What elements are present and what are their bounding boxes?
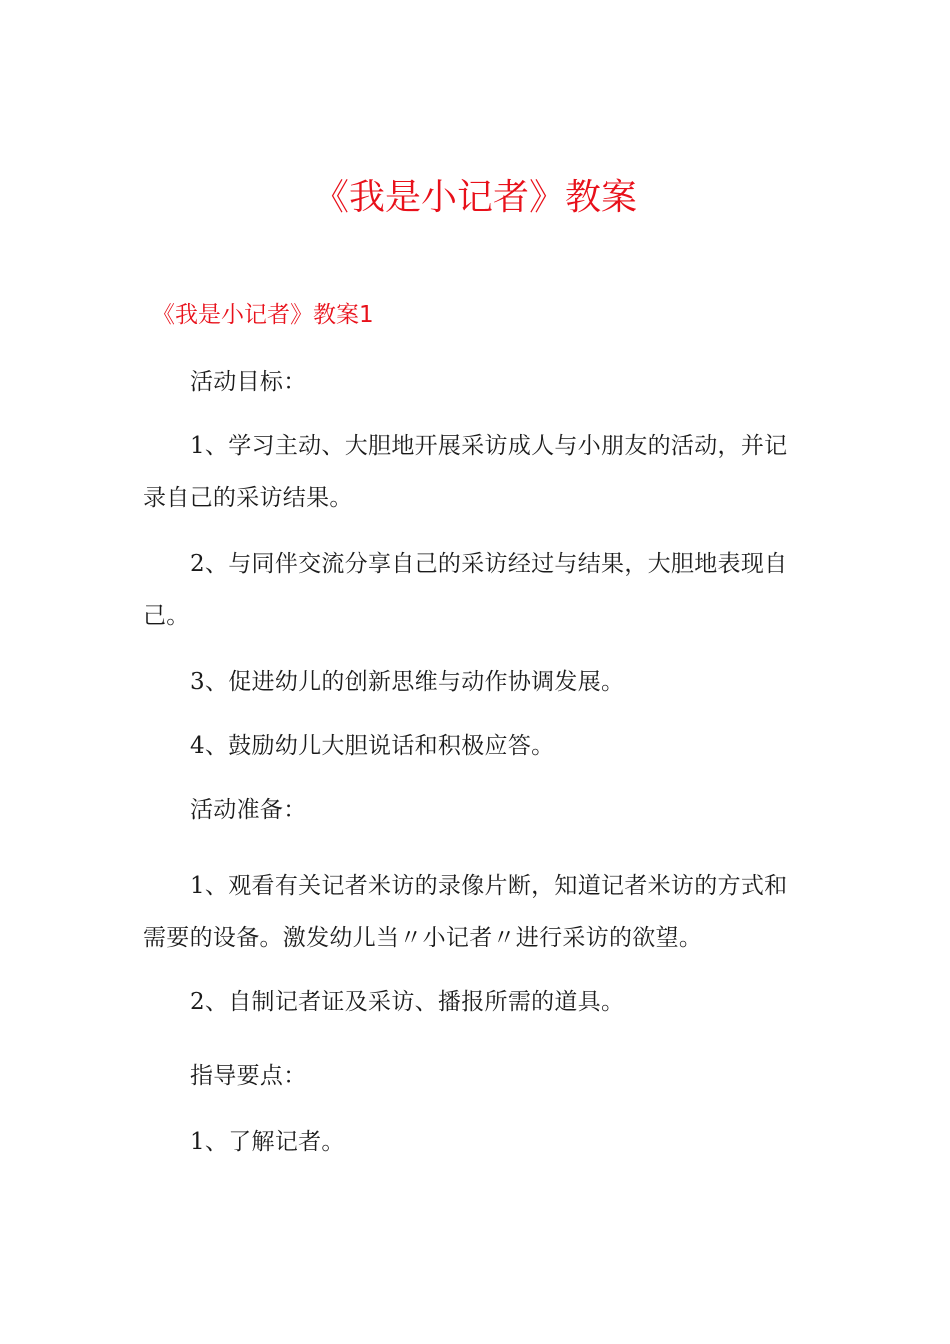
paragraph-guidance-label: 指导要点：: [190, 1063, 307, 1089]
paragraph-guidance-1: 1、了解记者。: [190, 1129, 345, 1155]
paragraph-goals-label: 活动目标：: [190, 369, 307, 395]
paragraph-goal-4: 4、鼓励幼儿大胆说话和积极应答。: [190, 733, 555, 759]
paragraph-goal-3: 3、促进幼儿的创新思维与动作协调发展。: [190, 669, 625, 695]
paragraph-prep-label: 活动准备：: [190, 797, 307, 823]
paragraph-goal-1: 1、学习主动、大胆地开展采访成人与小朋友的活动，并记录自己的采访结果。: [143, 433, 788, 511]
paragraph-prep-1: 1、观看有关记者米访的录像片断，知道记者米访的方式和需要的设备。激发幼儿当〃小记者〃进行采访的欲望。: [143, 873, 788, 951]
section-heading: 《我是小记者》教案1: [152, 302, 374, 328]
paragraph-goal-2: 2、与同伴交流分享自己的采访经过与结果，大胆地表现自己。: [143, 551, 788, 629]
paragraph-prep-2: 2、自制记者证及采访、播报所需的道具。: [190, 989, 625, 1015]
document-title: 《我是小记者》教案: [312, 177, 637, 218]
